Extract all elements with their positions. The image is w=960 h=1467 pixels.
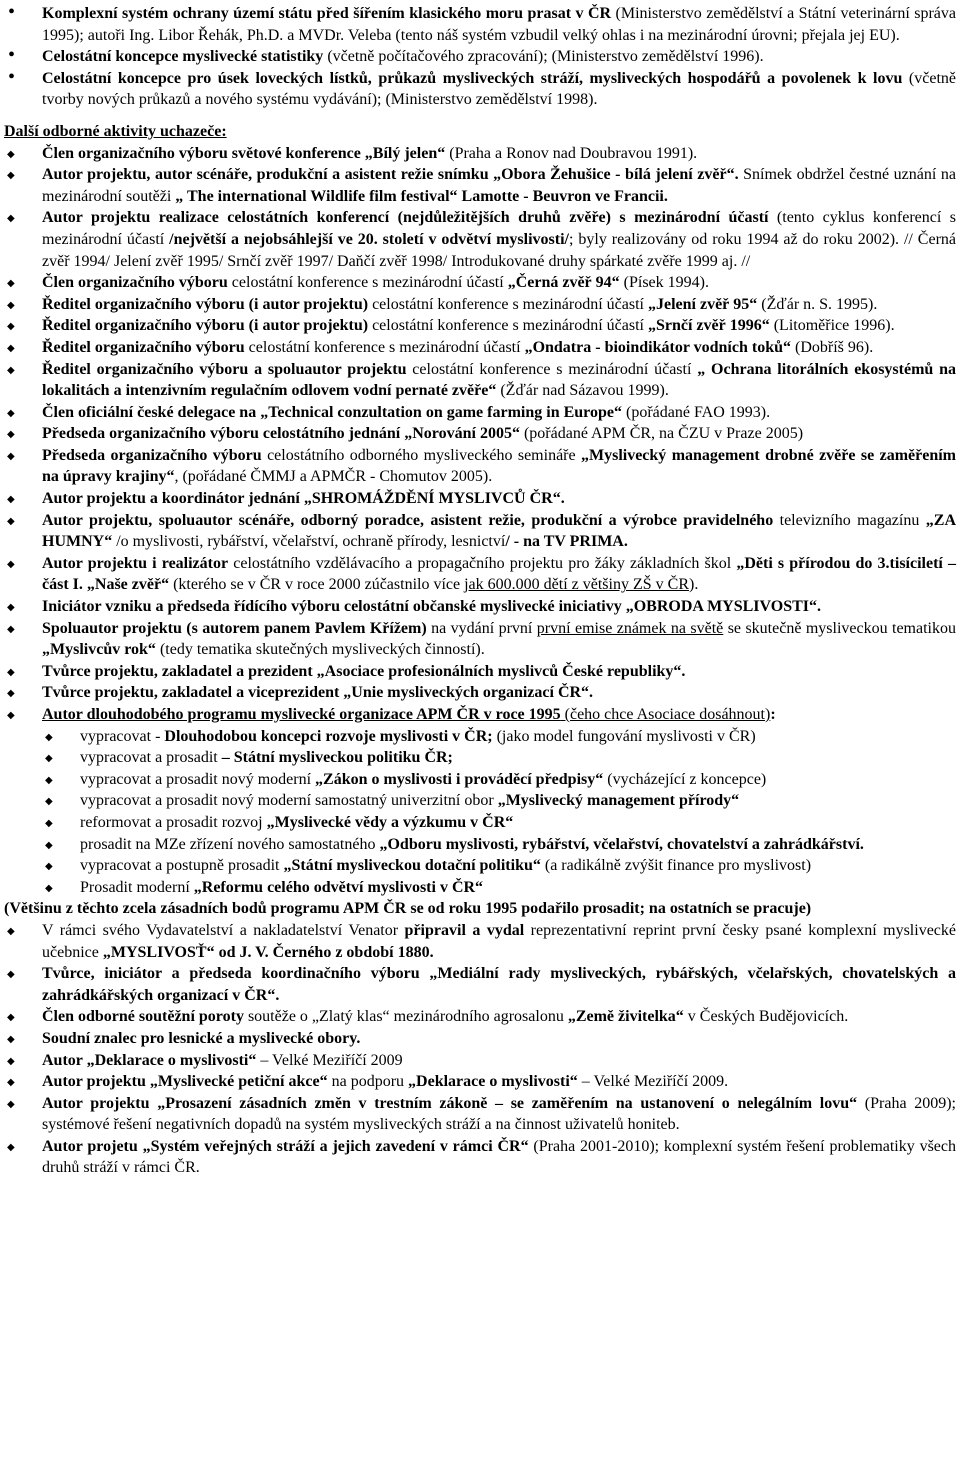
text-segment: – Velké Meziříčí 2009 — [256, 1051, 403, 1069]
text-segment: celostátní konference s mezinárodní účastí — [227, 274, 508, 292]
text-segment: Ředitel organizačního výboru — [42, 338, 245, 356]
text-segment: Autor projektu „Prosazení zásadních změn v trestním zákoně – se zaměřením na ustanovení o nelegálním lovu“ — [42, 1094, 858, 1112]
text-segment: /největší a nejobsáhlejší ve 20. století v odvětví myslivosti/ — [169, 230, 569, 248]
spacer — [4, 111, 956, 121]
text-segment: (tento cyklus konferencí s mezinárodní účastí — [42, 209, 956, 248]
list-item — [4, 747, 956, 769]
text-segment: Spoluautor projektu (s autorem panem Pavlem Křížem) — [42, 619, 427, 637]
program-points-list — [4, 726, 956, 899]
list-item — [4, 510, 956, 553]
text-segment: Iniciátor vzniku a předseda řídícího výboru celostátní občanské myslivecké iniciativy „OBRODA MYSLIVOSTI“. — [42, 598, 821, 616]
program-summary-paragraph: (Většinu z těchto zcela zásadních bodů programu APM ČR se od roku 1995 podařilo prosadit; na ostatních se pracuje) — [4, 900, 812, 918]
text-segment: první emise známek na světě — [536, 619, 724, 637]
activities-list — [4, 143, 956, 726]
list-item — [4, 726, 956, 748]
text-segment: (Dobříš 96). — [791, 338, 874, 356]
text-segment: Člen odborné soutěžní poroty — [42, 1008, 244, 1026]
list-item — [4, 682, 956, 704]
text-segment: „Státní mysliveckou dotační politiku“ — [283, 857, 541, 875]
text-segment: (vycházející z koncepce) — [603, 770, 767, 788]
text-segment: „Děti s přírodou do 3.tisíciletí – část I. „Naše zvěř“ — [42, 554, 957, 594]
list-item — [4, 315, 956, 337]
text-segment: „Reformu celého odvětví myslivosti v ČR“ — [193, 878, 484, 896]
text-segment: Celostátní koncepce myslivecké statistiky — [42, 48, 324, 66]
text-segment: Člen oficiální české delegace na „Technical conzultation on game farming in Europe“ — [42, 403, 622, 421]
text-segment: (kterého se v ČR v roce 2000 zúčastnilo více — [169, 576, 465, 594]
text-segment: „Deklarace o myslivosti“ — [408, 1073, 578, 1091]
text-segment: televizního magazínu — [773, 511, 926, 529]
text-segment: Autor projektu, spoluautor scénáře, odborný poradce, asistent režie, produkční a výrobce pravidelného — [42, 511, 774, 529]
list-item — [4, 834, 956, 856]
list-item — [4, 423, 956, 445]
text-segment: , (pořádané ČMMJ a APMČR - Chomutov 2005). — [174, 468, 493, 486]
text-segment: Člen organizačního výboru — [42, 274, 228, 292]
text-segment: V rámci svého Vydavatelství a nakladatelství Venator — [42, 921, 405, 939]
text-segment: „Myslivecké vědy a výzkumu v ČR“ — [266, 813, 514, 831]
text-segment: (Žďár nad Sázavou 1999). — [496, 382, 669, 400]
text-segment: „Zákon o myslivosti i prováděcí předpisy“ — [315, 770, 604, 788]
text-segment: celostátní konference s mezinárodní účastí — [368, 317, 648, 335]
text-segment: Autor „Deklarace o myslivosti“ — [42, 1051, 257, 1069]
text-segment: celostátní konference s mezinárodní účastí — [244, 338, 525, 356]
list-item — [4, 661, 956, 683]
list-item — [4, 143, 956, 165]
list-item — [4, 207, 956, 272]
further-activities-list — [4, 920, 956, 1179]
text-segment: Předseda organizačního výboru celostátního jednání „Norování 2005“ — [42, 425, 520, 443]
text-segment: Prosadit moderní — [80, 878, 194, 896]
text-segment: (Ministerstvo zemědělství a Státní veterinární správa 1995); autoři Ing. Libor Řehák, Ph.D. a MVDr. Veleba (tento náš systém vzbudil velký ohlas i na mezinárodní úrovni; přejala jej EU). — [42, 5, 957, 44]
text-segment: celostátní konference s mezinárodní účastí — [406, 360, 698, 378]
list-item — [4, 402, 956, 424]
text-segment: (včetně počítačového zpracování); (Ministerstvo zemědělství 1996). — [323, 48, 764, 66]
text-segment: „Odboru myslivosti, rybářství, včelařství, chovatelství a zahrádkářství. — [379, 835, 864, 853]
text-segment: soutěže o „Zlatý klas“ mezinárodního agrosalonu — [243, 1008, 568, 1026]
text-segment: Předseda organizačního výboru — [42, 446, 262, 464]
text-segment: „Země živitelka“ — [567, 1008, 684, 1026]
text-segment: Komplexní systém ochrany území státu před šířením klasického moru prasat v ČR — [42, 5, 612, 22]
text-segment: vypracovat a postupně prosadit — [80, 857, 284, 875]
list-item — [4, 488, 956, 510]
text-segment: (Litoměřice 1996). — [769, 317, 895, 335]
text-segment: /o myslivosti, rybářství, včelařství, ochraně přírody, lesnictví — [112, 533, 506, 551]
list-item — [4, 596, 956, 618]
text-segment: celostátní konference s mezinárodní účastí — [368, 295, 648, 313]
text-segment: (pořádané APM ČR, na ČZU v Praze 2005) — [519, 425, 804, 443]
text-segment: – Velké Meziříčí 2009. — [577, 1073, 729, 1091]
text-segment: Celostátní koncepce pro úsek loveckých lístků, průkazů mysliveckých stráží, mysliveckých hospodářů a povolenek k lovu — [42, 69, 903, 87]
text-segment: ; byly realizovány od roku 1994 až do roku 2002). // Černá zvěř 1994/ Jelení zvěř 1995/ Srnčí zvěř 1997/ Daňčí zvěř 1998/ Introdukované druhy spárkaté zvěře 1999 aj. // — [42, 230, 957, 270]
list-item — [4, 164, 956, 207]
list-item — [4, 812, 956, 834]
text-segment: vypracovat a prosadit — [80, 749, 222, 767]
text-segment: „Myslivecký management přírody“ — [497, 792, 740, 810]
list-item — [4, 877, 956, 899]
text-segment: (Praha 2009); systémové řešení negativních dopadů na systém mysliveckých stráží a na činnost uživatelů honiteb. — [42, 1094, 957, 1134]
list-item — [4, 618, 956, 661]
list-item — [4, 68, 956, 111]
text-segment: ). — [688, 576, 699, 594]
list-item — [4, 855, 956, 877]
list-item — [4, 1006, 956, 1028]
list-item — [4, 46, 956, 68]
section-heading: Další odborné aktivity uchazeče: — [4, 122, 227, 140]
text-segment: Autor projektu „Myslivecké petiční akce“ — [42, 1073, 328, 1091]
text-segment: Autor dlouhodobého programu myslivecké organizace APM ČR v roce 1995 — [42, 706, 561, 723]
accomplishments-list — [4, 3, 956, 111]
text-segment: vypracovat - — [80, 727, 165, 745]
text-segment: (Žďár n. S. 1995). — [757, 295, 878, 313]
text-segment: na vydání první — [426, 619, 537, 637]
text-segment: vypracovat a prosadit nový moderní samostatný univerzitní obor — [80, 792, 498, 810]
text-segment: (Písek 1994). — [619, 274, 709, 292]
text-segment: prosadit na MZe zřízení nového samostatného — [80, 835, 380, 853]
list-item — [4, 272, 956, 294]
list-item — [4, 553, 956, 596]
text-segment: jak 600.000 dětí z většiny ZŠ v ČR — [464, 576, 689, 594]
text-segment: se skutečně mysliveckou tematikou — [723, 619, 956, 637]
text-segment: Autor projektu i realizátor — [42, 554, 229, 572]
text-segment: (tedy tematika skutečných mysliveckých činností). — [155, 641, 485, 659]
text-segment: (pořádané FAO 1993). — [621, 403, 771, 421]
text-segment: vypracovat a prosadit nový moderní — [80, 770, 316, 788]
list-item — [4, 294, 956, 316]
text-segment: Snímek obdržel čestné uznání na mezinárodní soutěži — [42, 166, 956, 205]
list-item — [4, 790, 956, 812]
text-segment: (včetně tvorby nových průkazů a nového systému vydávání); (Ministerstvo zemědělství 1998). — [42, 69, 957, 109]
text-segment: „ZA HUMNY“ — [42, 511, 957, 551]
text-segment: „Myslivecký management drobné zvěře se zaměřením na úpravy krajiny“ — [42, 446, 956, 486]
text-segment: celostátního vzdělávacího a propagačního projektu pro žáky základních škol — [228, 554, 737, 572]
text-segment: Autor projektu, autor scénáře, produkční a asistent režie snímku „Obora Žehušice - bílá jelení zvěř“. — [42, 166, 739, 184]
text-segment: (Praha a Ronov nad Doubravou 1991). — [445, 144, 698, 162]
list-item — [4, 704, 956, 726]
text-segment: / - na TV PRIMA. — [505, 533, 628, 551]
text-segment: Ředitel organizačního výboru a spoluautor projektu — [42, 360, 407, 378]
text-segment: reprezentativní reprint první česky psané komplexní myslivecké učebnice — [42, 921, 956, 961]
list-item — [4, 920, 956, 963]
text-segment: Tvůrce projektu, zakladatel a prezident „Asociace profesionálních myslivců České republiky“. — [42, 662, 686, 680]
text-segment: Člen organizačního výboru světové konference „Bílý jelen“ — [42, 144, 446, 162]
list-item — [4, 963, 956, 1006]
text-segment: Autor projektu realizace celostátních konferencí (nejdůležitějších druhů zvěře) s mezinárodní účastí — [42, 209, 769, 227]
text-segment: (Praha 2001-2010); komplexní systém řešení problematiky všech druhů stráží v rámci ČR. — [42, 1137, 957, 1177]
list-item — [4, 359, 956, 402]
text-segment: (a radikálně zvýšit finance pro myslivost) — [540, 857, 812, 875]
text-segment: (jako model fungování myslivosti v ČR) — [492, 727, 756, 745]
text-segment: „Srnčí zvěř 1996“ — [647, 317, 770, 335]
list-item — [4, 337, 956, 359]
text-segment: „Ondatra - bioindikátor vodních toků“ — [524, 338, 791, 356]
text-segment: (čeho chce Asociace dosáhnout) — [560, 706, 771, 723]
text-segment: Soudní znalec pro lesnické a myslivecké obory. — [42, 1029, 361, 1047]
text-segment: v Českých Budějovicích. — [683, 1008, 849, 1026]
list-item — [4, 1093, 956, 1136]
text-segment: Autor projektu a koordinátor jednání „SHROMÁŽDĚNÍ MYSLIVCŮ ČR“. — [42, 490, 565, 508]
text-segment: – Státní mysliveckou politiku ČR; — [221, 749, 453, 767]
text-segment: Tvůrce projektu, zakladatel a viceprezident „Unie mysliveckých organizací ČR“. — [42, 684, 594, 702]
text-segment: připravil a vydal — [404, 921, 525, 939]
list-item — [4, 445, 956, 488]
list-item — [4, 1028, 956, 1050]
text-segment: : — [770, 706, 776, 723]
list-item — [4, 3, 956, 46]
text-segment: na podporu — [327, 1073, 409, 1091]
text-segment: „Myslivcův rok“ — [42, 641, 156, 659]
text-segment: celostátního odborného mysliveckého semináře — [261, 446, 581, 464]
list-item — [4, 769, 956, 791]
text-segment: „ Ochrana litorálních ekosystémů na lokalitách a intenzivním regulačním odlovem vodní pernaté zvěře“ — [42, 360, 957, 400]
text-segment: reformovat a prosadit rozvoj — [80, 813, 267, 831]
list-item — [4, 1136, 956, 1179]
text-segment: „Černá zvěř 94“ — [507, 274, 620, 292]
text-segment: Ředitel organizačního výboru (i autor projektu) — [42, 317, 369, 335]
list-item — [4, 1050, 956, 1072]
text-segment: Tvůrce, iniciátor a předseda koordinačního výboru „Mediální rady mysliveckých, rybářských, včelařských, chovatelských a zahrádkářských organizací v ČR“. — [42, 965, 956, 1004]
text-segment: Dlouhodobou koncepci rozvoje myslivosti v ČR; — [164, 727, 493, 745]
text-segment: Ředitel organizačního výboru (i autor projektu) — [42, 295, 369, 313]
text-segment: „MYSLIVOSŤ“ od J. V. Černého z období 1880. — [102, 943, 434, 961]
text-segment: Autor projetu „Systém veřejných stráží a jejich zavedení v rámci ČR“ — [42, 1137, 529, 1155]
text-segment: „ The international Wildlife film festival“ Lamotte - Beuvron ve Francii. — [175, 187, 668, 205]
text-segment: „Jelení zvěř 95“ — [647, 295, 758, 313]
list-item — [4, 1071, 956, 1093]
